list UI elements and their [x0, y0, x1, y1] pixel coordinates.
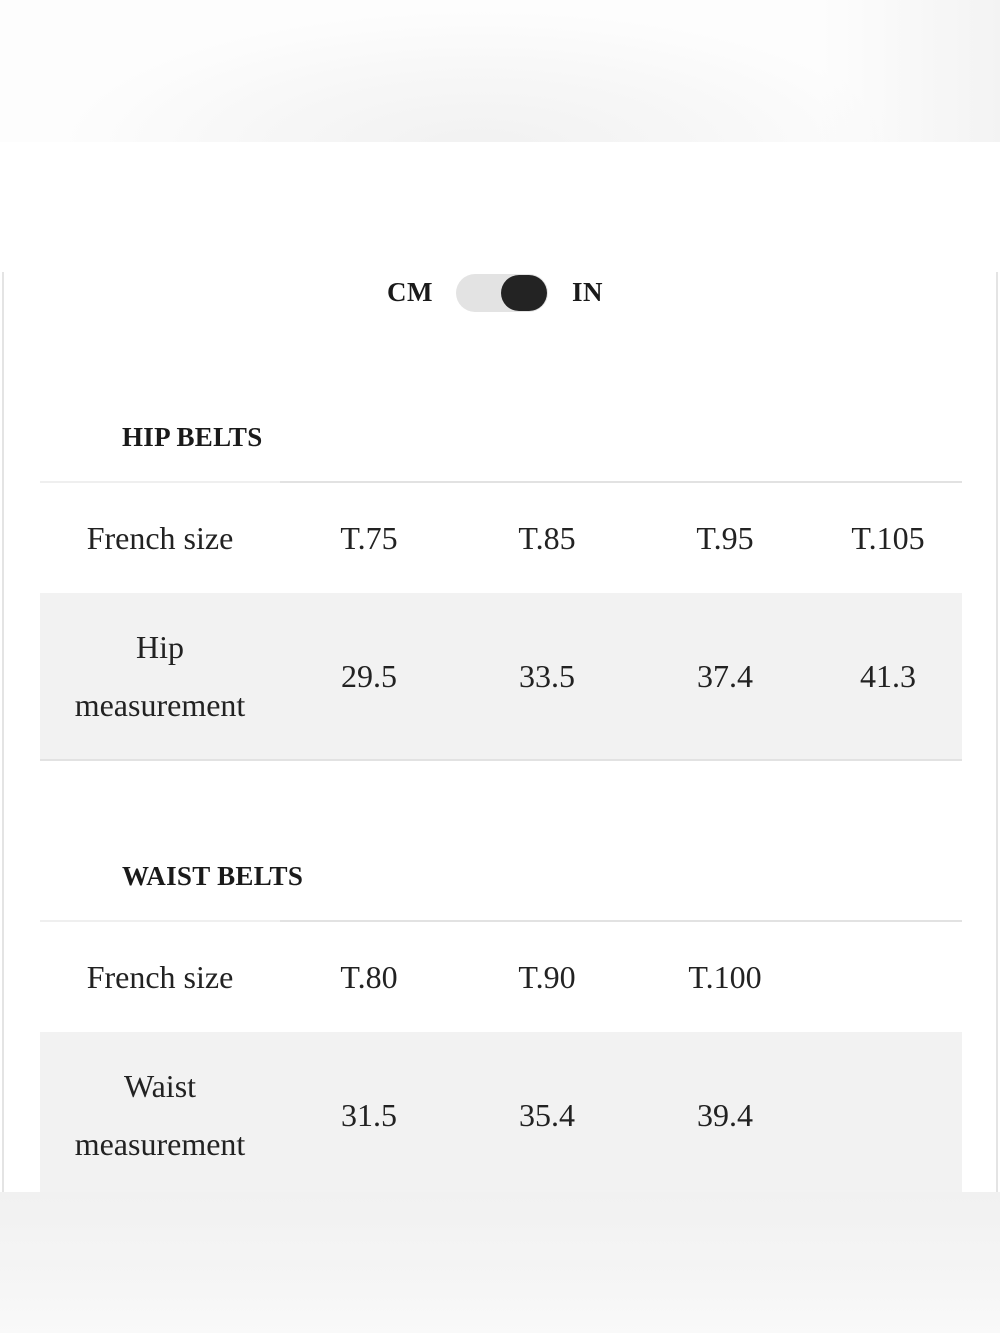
measurement-label-line: Waist — [123, 1068, 197, 1104]
hip-belts-title: HIP BELTS — [122, 422, 263, 452]
top-background-edge — [820, 0, 1000, 142]
measurement-label — [40, 1032, 280, 1198]
size-cell: T.75 — [340, 520, 398, 556]
size-cell: T.90 — [518, 959, 576, 995]
size-cell: T.95 — [696, 520, 754, 556]
value-cell: 37.4 — [697, 658, 753, 694]
measurement-label-line: Hip — [136, 629, 184, 665]
unit-switch-knob — [501, 275, 547, 311]
value-cell: 35.4 — [519, 1097, 575, 1133]
size-cell: T.85 — [518, 520, 576, 556]
unit-in-label[interactable]: IN — [572, 277, 604, 307]
value-cell: 31.5 — [341, 1097, 397, 1133]
value-cell: 39.4 — [697, 1097, 753, 1133]
measurement-label-line: measurement — [74, 1126, 246, 1162]
hip-belts-table — [40, 481, 962, 762]
table-divider — [40, 759, 962, 761]
french-size-label: French size — [86, 959, 234, 995]
size-cell: T.100 — [688, 959, 762, 995]
value-cell: 33.5 — [519, 658, 575, 694]
measurement-label-line: measurement — [74, 687, 246, 723]
unit-toggle — [0, 272, 1000, 316]
bottom-background — [0, 1192, 1000, 1333]
size-cell: T.105 — [851, 520, 925, 556]
table-header-row — [40, 922, 962, 1032]
value-cell: 41.3 — [860, 658, 916, 694]
table-header-row — [40, 483, 962, 593]
waist-belts-table — [40, 920, 962, 1192]
size-cell: T.80 — [340, 959, 398, 995]
unit-cm-label[interactable]: CM — [387, 277, 433, 307]
measurement-label — [40, 593, 280, 759]
table-row — [40, 1032, 962, 1198]
french-size-label: French size — [86, 520, 234, 556]
unit-switch[interactable] — [456, 274, 548, 312]
waist-belts-title: WAIST BELTS — [122, 861, 304, 891]
table-row — [40, 593, 962, 759]
value-cell: 29.5 — [341, 658, 397, 694]
